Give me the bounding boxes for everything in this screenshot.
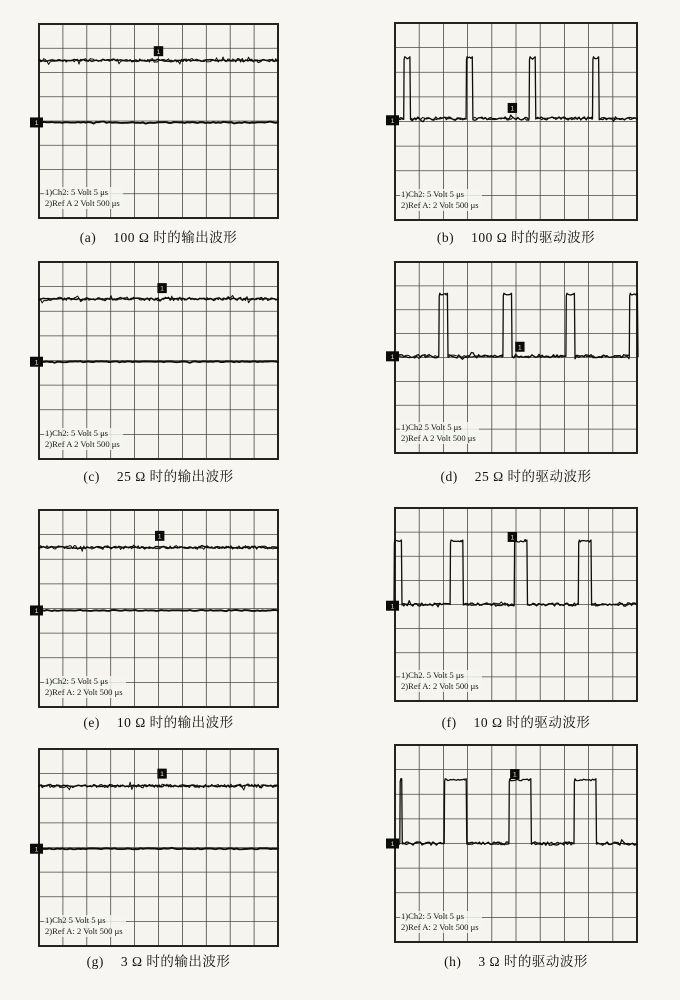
scope-panel-g	[34, 749, 278, 946]
trigger-marker-label: 1	[156, 48, 161, 56]
scope-panel-h	[390, 745, 637, 942]
trigger-marker-label: 1	[157, 533, 162, 541]
panel-caption-a	[39, 226, 278, 246]
scope-panel-f	[390, 508, 637, 701]
scope-readout	[400, 670, 482, 692]
channel-1-left-marker-label: 1	[390, 117, 395, 125]
caption-text: 3 Ω 时的输出波形	[120, 954, 231, 969]
trigger-marker-label: 1	[510, 105, 515, 113]
scope-readout	[44, 187, 123, 209]
channel-1-left-marker-label: 1	[390, 841, 395, 849]
scope-readout	[44, 676, 126, 698]
readout-line-ref: 2)Ref A: 2 Volt 500 μs	[401, 681, 479, 691]
readout-line-ref: 2)Ref A: 2 Volt 500 μs	[401, 922, 479, 932]
readout-line-ch2: 1)Ch2: 5 Volt 5 μs	[401, 189, 465, 199]
trigger-marker-label: 1	[510, 534, 515, 542]
caption-text: 10 Ω 时的输出波形	[116, 715, 234, 730]
panel-caption-f	[395, 711, 637, 731]
readout-line-ch2: 1)Ch2. 5 Volt 5 μs	[401, 670, 464, 680]
channel-1-left-marker-label: 1	[34, 359, 39, 367]
scope-readout	[400, 189, 482, 211]
caption-tag: (d)	[440, 469, 458, 484]
caption-text: 100 Ω 时的驱动波形	[471, 230, 596, 245]
channel-1-left-marker-label: 1	[390, 353, 395, 361]
readout-line-ch2: 1)Ch2 5 Volt 5 μs	[401, 422, 462, 432]
trigger-marker-label: 1	[160, 285, 164, 293]
trigger-marker-label: 1	[512, 771, 517, 779]
caption-text: 3 Ω 时的驱动波形	[478, 954, 588, 969]
readout-line-ch2: 1)Ch2: 5 Volt 5 μs	[45, 676, 109, 686]
trigger-marker-label: 1	[518, 344, 522, 352]
channel-1-left-marker-label: 1	[34, 608, 39, 616]
caption-tag: (e)	[83, 715, 100, 730]
panel-caption-e	[39, 711, 278, 731]
scope-panel-a	[34, 24, 278, 218]
channel-1-left-marker-label: 1	[34, 120, 39, 128]
readout-line-ch2: 1)Ch2 5 Volt 5 μs	[45, 915, 106, 925]
caption-text: 10 Ω 时的驱动波形	[473, 715, 591, 730]
caption-tag: (b)	[436, 230, 455, 245]
readout-line-ref: 2)Ref A 2 Volt 500 μs	[401, 433, 476, 443]
scope-readout	[400, 422, 479, 444]
readout-line-ref: 2)Ref A: 2 Volt 500 μs	[45, 687, 123, 697]
scope-readout	[44, 428, 123, 450]
panel-caption-h	[395, 950, 637, 970]
scope-panel-e	[34, 510, 278, 707]
panel-caption-c	[39, 465, 278, 485]
readout-line-ref: 2)Ref A 2 Volt 500 μs	[45, 198, 120, 208]
panel-caption-g	[39, 950, 278, 970]
trigger-marker-label: 1	[160, 771, 164, 779]
reference-trace	[39, 610, 278, 611]
scope-panel-d	[390, 262, 637, 453]
readout-line-ref: 2)Ref A: 2 Volt 500 μs	[45, 926, 123, 936]
readout-line-ref: 2)Ref A 2 Volt 500 μs	[45, 439, 120, 449]
scope-readout	[400, 911, 482, 933]
readout-line-ch2: 1)Ch2: 5 Volt 5 μs	[45, 428, 109, 438]
channel-1-left-marker-label: 1	[34, 846, 39, 854]
scope-readout	[44, 915, 126, 937]
panel-caption-b	[395, 226, 637, 246]
caption-tag: (g)	[86, 954, 104, 969]
caption-tag: (a)	[79, 230, 97, 245]
caption-text: 25 Ω 时的输出波形	[116, 469, 234, 484]
scope-panel-b	[390, 23, 637, 220]
channel-1-left-marker-label: 1	[390, 603, 395, 611]
scope-panel-c	[34, 262, 278, 459]
readout-line-ch2: 1)Ch2: 5 Volt 5 μs	[401, 911, 465, 921]
panel-caption-d	[395, 465, 637, 485]
caption-tag: (f)	[441, 715, 457, 730]
caption-text: 100 Ω 时的输出波形	[113, 230, 238, 245]
caption-tag: (h)	[444, 954, 462, 969]
readout-line-ch2: 1)Ch2: 5 Volt 5 μs	[45, 187, 109, 197]
caption-text: 25 Ω 时的驱动波形	[474, 469, 592, 484]
caption-tag: (c)	[83, 469, 100, 484]
readout-line-ref: 2)Ref A: 2 Volt 500 μs	[401, 200, 479, 210]
